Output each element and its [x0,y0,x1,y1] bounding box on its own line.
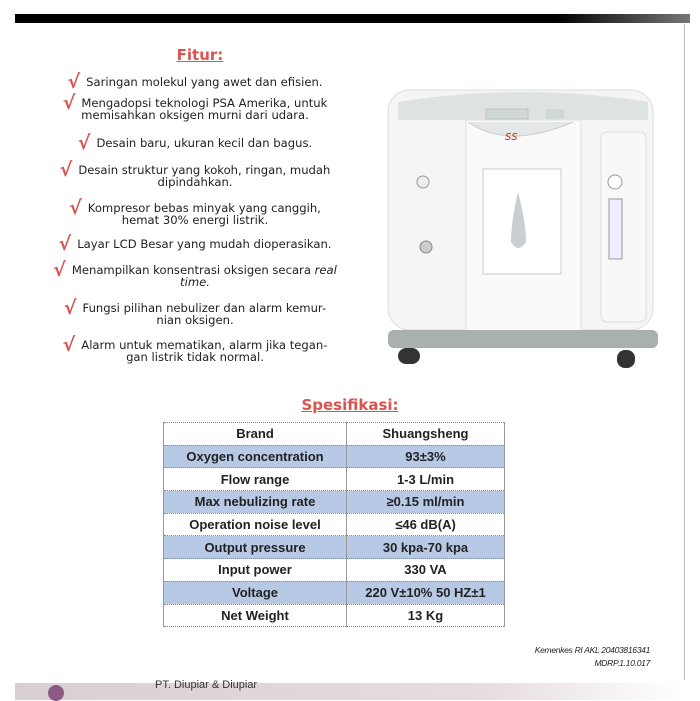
spec-row [164,604,505,627]
spec-value: ≥0.15 ml/min [347,491,505,514]
feature-item [15,159,375,189]
feature-text: time. [180,274,210,289]
feature-text: nian oksigen. [156,312,234,327]
feature-text: Menampilkan konsentrasi oksigen secara real [71,263,337,277]
feature-text: Kompresor bebas minyak yang canggih, [87,201,321,215]
feature-item [15,297,375,327]
spec-title: Spesifikasi: [301,396,399,414]
feature-text: Desain baru, ukuran kecil dan bagus. [96,136,313,150]
registration-mdrp: MDRP.1.10.017 [594,658,650,668]
top-bar [15,14,690,23]
spec-row [164,445,505,468]
spec-value: 93±3% [347,445,505,468]
spec-label: Operation noise level [164,513,347,536]
spec-value: 1-3 L/min [347,468,505,491]
spec-row [164,513,505,536]
spec-label: Output pressure [164,536,347,559]
spec-row [164,559,505,582]
feature-item [15,259,375,289]
feature-text: Layar LCD Besar yang mudah dioperasikan. [77,237,332,251]
registration-akl: Kemenkes RI AKL 20403816341 [534,645,650,655]
feature-text: hemat 30% energi listrik. [121,212,269,227]
spec-value: 330 VA [347,559,505,582]
spec-label: Net Weight [164,604,347,627]
feature-item [15,132,375,154]
spec-table [163,422,505,627]
spec-row [164,468,505,491]
spec-row [164,536,505,559]
spec-label: Input power [164,559,347,582]
spec-value: 220 V±10% 50 HZ±1 [347,581,505,604]
check-icon: √ [67,71,81,93]
spec-label: Voltage [164,581,347,604]
check-icon: √ [53,259,66,281]
footer-bar [15,679,685,700]
spec-row [164,491,505,514]
check-icon: √ [59,159,73,181]
spec-value: Shuangsheng [347,423,505,446]
company-logo-icon [48,685,64,701]
check-icon: √ [62,92,76,114]
feature-item [15,334,375,364]
spec-value: ≤46 dB(A) [347,513,505,536]
spec-value: 30 kpa-70 kpa [347,536,505,559]
feature-item [15,197,375,227]
spec-label: Brand [164,423,347,446]
spec-label: Flow range [164,468,347,491]
feature-item [15,233,375,255]
feature-text: Alarm untuk mematikan, alarm jika tegan- [81,338,328,352]
feature-text: dipindahkan. [157,174,233,189]
feature-text: Mengadopsi teknologi PSA Amerika, untuk [81,96,328,110]
spec-label: Max nebulizing rate [164,491,347,514]
spec-row [164,581,505,604]
right-border [684,24,685,680]
spec-value: 13 Kg [347,604,505,627]
feature-item [15,92,375,122]
spec-label: Oxygen concentration [164,445,347,468]
footer-company: PT. Diupiar & Diupiar [155,679,258,691]
brand-logo: ss [505,129,518,143]
check-icon: √ [58,233,72,255]
feature-text: Desain struktur yang kokoh, ringan, mudah [78,163,331,177]
check-icon: √ [63,297,77,319]
feature-text: gan listrik tidak normal. [126,349,264,364]
features-title: Fitur: [176,46,224,64]
feature-item [15,71,375,93]
oxygen-concentrator-image [383,72,663,372]
check-icon: √ [62,334,76,356]
check-icon: √ [69,197,82,219]
spec-row [164,423,505,446]
feature-text: Saringan molekul yang awet dan efisien. [86,75,323,89]
feature-text: Fungsi pilihan nebulizer dan alarm kemur- [82,301,327,315]
feature-text: memisahkan oksigen murni dari udara. [81,107,309,122]
check-icon: √ [77,132,91,154]
